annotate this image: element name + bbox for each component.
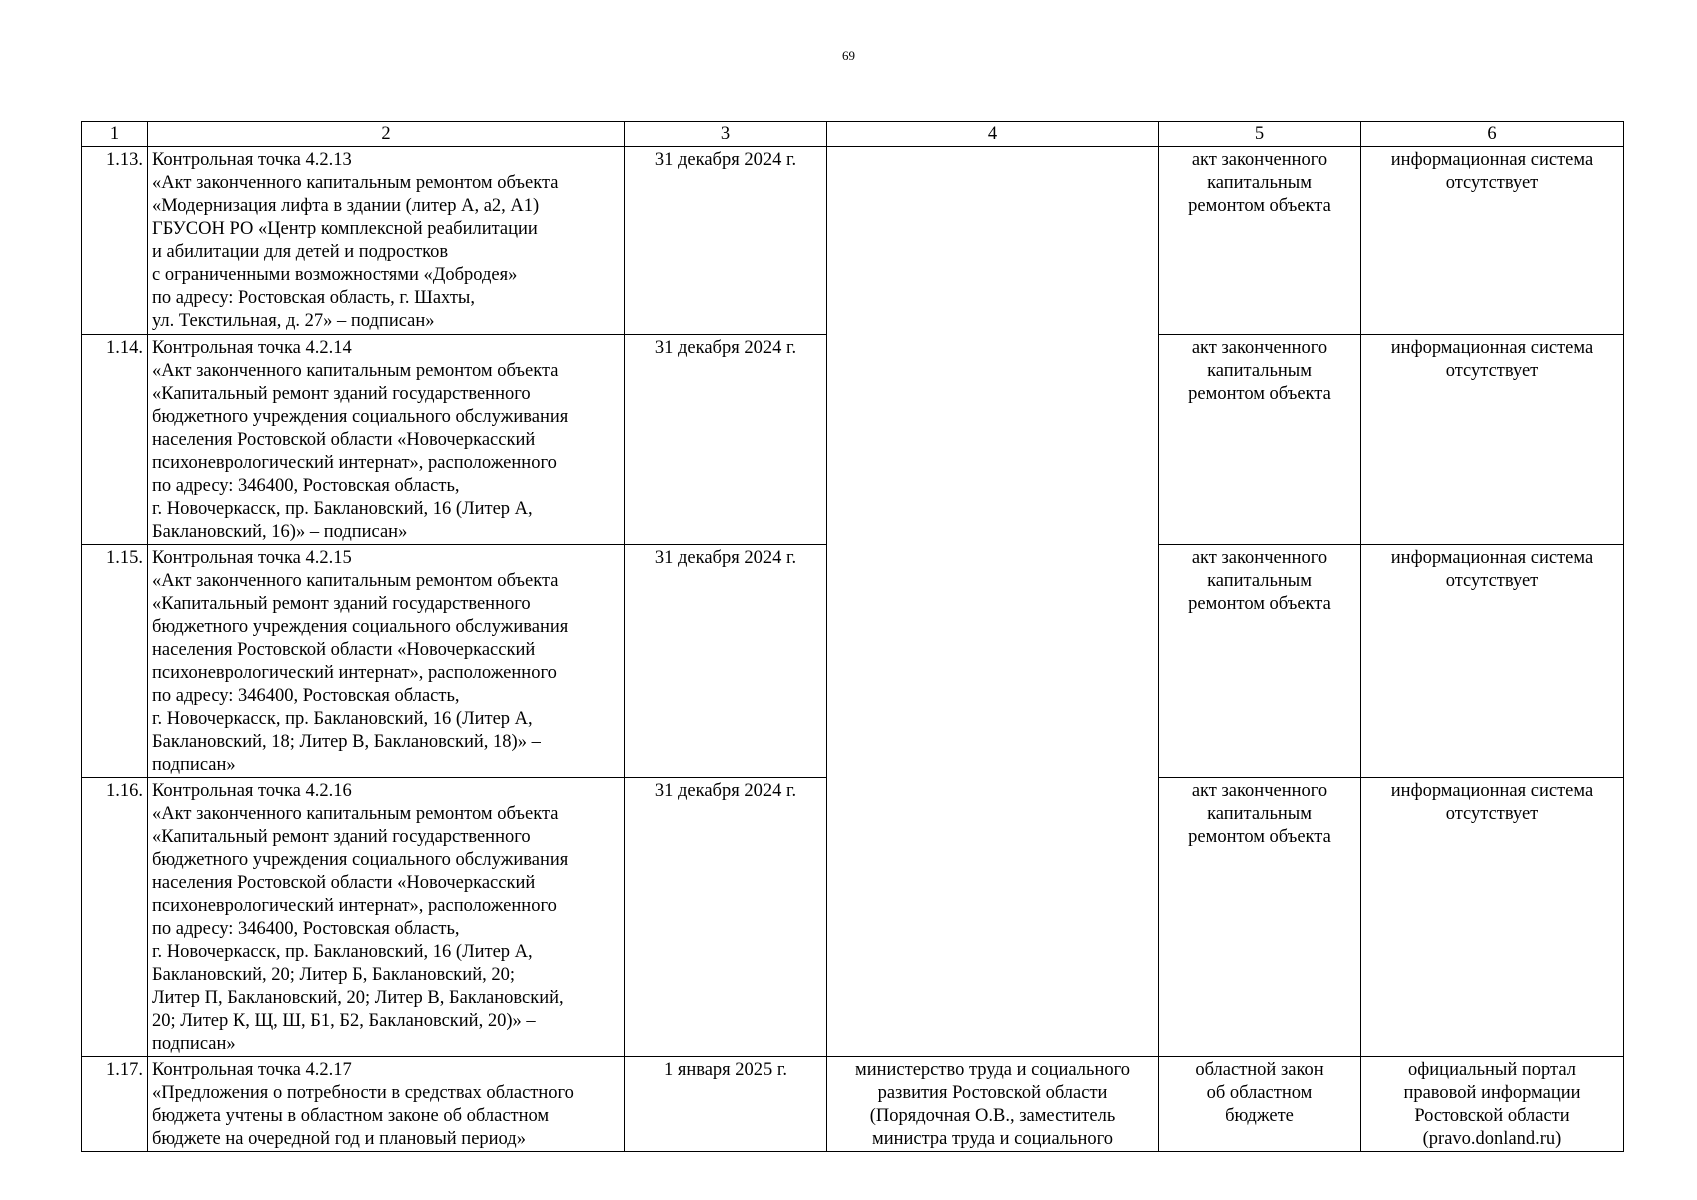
information-system: информационная система отсутствует xyxy=(1361,335,1624,545)
control-point-description: Контрольная точка 4.2.15 «Акт законченного капитальным ремонтом объекта «Капитальный ремонт зданий государственного бюджетного учреждения социального обслуживания населения Ростовской области «Новочеркасский психоневрологический интернат», расположенного по адресу: 346400, Ростовская область, г. Новочеркасск, пр. Баклановский, 16 (Литер А, Баклановский, 18; Литер В, Баклановский, 18)» – подписан» xyxy=(148,545,625,778)
result-document: акт законченного капитальным ремонтом объекта xyxy=(1159,545,1361,778)
result-document: акт законченного капитальным ремонтом объекта xyxy=(1159,335,1361,545)
deadline-date: 1 января 2025 г. xyxy=(625,1057,827,1152)
control-point-description: Контрольная точка 4.2.14 «Акт законченного капитальным ремонтом объекта «Капитальный ремонт зданий государственного бюджетного учреждения социального обслуживания населения Ростовской области «Новочеркасский психоневрологический интернат», расположенного по адресу: 346400, Ростовская область, г. Новочеркасск, пр. Баклановский, 16 (Литер А, Баклановский, 16)» – подписан» xyxy=(148,335,625,545)
table-header-row xyxy=(82,122,1624,147)
information-system: официальный портал правовой информации Ростовской области (pravo.donland.ru) xyxy=(1361,1057,1624,1152)
column-header-2: 2 xyxy=(148,122,625,147)
deadline-date: 31 декабря 2024 г. xyxy=(625,147,827,335)
control-point-description: Контрольная точка 4.2.16 «Акт законченного капитальным ремонтом объекта «Капитальный ремонт зданий государственного бюджетного учреждения социального обслуживания населения Ростовской области «Новочеркасский психоневрологический интернат», расположенного по адресу: 346400, Ростовская область, г. Новочеркасск, пр. Баклановский, 16 (Литер А, Баклановский, 20; Литер Б, Баклановский, 20; Литер П, Баклановский, 20; Литер В, Баклановский, 20; Литер К, Щ, Ш, Б1, Б2, Баклановский, 20)» – подписан» xyxy=(148,778,625,1057)
deadline-date: 31 декабря 2024 г. xyxy=(625,335,827,545)
table-row xyxy=(82,147,1624,335)
information-system: информационная система отсутствует xyxy=(1361,778,1624,1057)
information-system: информационная система отсутствует xyxy=(1361,545,1624,778)
column-header-3: 3 xyxy=(625,122,827,147)
responsible-cell-merged xyxy=(827,147,1159,1057)
result-document: акт законченного капитальным ремонтом объекта xyxy=(1159,778,1361,1057)
responsible-executive: министерство труда и социального развития Ростовской области (Порядочная О.В., заместитель министра труда и социального xyxy=(827,1057,1159,1152)
result-document: областной закон об областном бюджете xyxy=(1159,1057,1361,1152)
column-header-6: 6 xyxy=(1361,122,1624,147)
control-point-description: Контрольная точка 4.2.13 «Акт законченного капитальным ремонтом объекта «Модернизация лифта в здании (литер А, а2, А1) ГБУСОН РО «Центр комплексной реабилитации и абилитации для детей и подростков с ограниченными возможностями «Добродея» по адресу: Ростовская область, г. Шахты, ул. Текстильная, д. 27» – подписан» xyxy=(148,147,625,335)
row-number: 1.16. xyxy=(82,778,148,1057)
row-number: 1.13. xyxy=(82,147,148,335)
row-number: 1.14. xyxy=(82,335,148,545)
result-document: акт законченного капитальным ремонтом объекта xyxy=(1159,147,1361,335)
row-number: 1.17. xyxy=(82,1057,148,1152)
control-points-table xyxy=(81,121,1624,1152)
column-header-5: 5 xyxy=(1159,122,1361,147)
control-point-description: Контрольная точка 4.2.17 «Предложения о потребности в средствах областного бюджета учтены в областном законе об областном бюджете на очередной год и плановый период» xyxy=(148,1057,625,1152)
information-system: информационная система отсутствует xyxy=(1361,147,1624,335)
page-number: 69 xyxy=(842,48,855,63)
column-header-1: 1 xyxy=(82,122,148,147)
table-row xyxy=(82,1057,1624,1152)
row-number: 1.15. xyxy=(82,545,148,778)
deadline-date: 31 декабря 2024 г. xyxy=(625,778,827,1057)
deadline-date: 31 декабря 2024 г. xyxy=(625,545,827,778)
column-header-4: 4 xyxy=(827,122,1159,147)
